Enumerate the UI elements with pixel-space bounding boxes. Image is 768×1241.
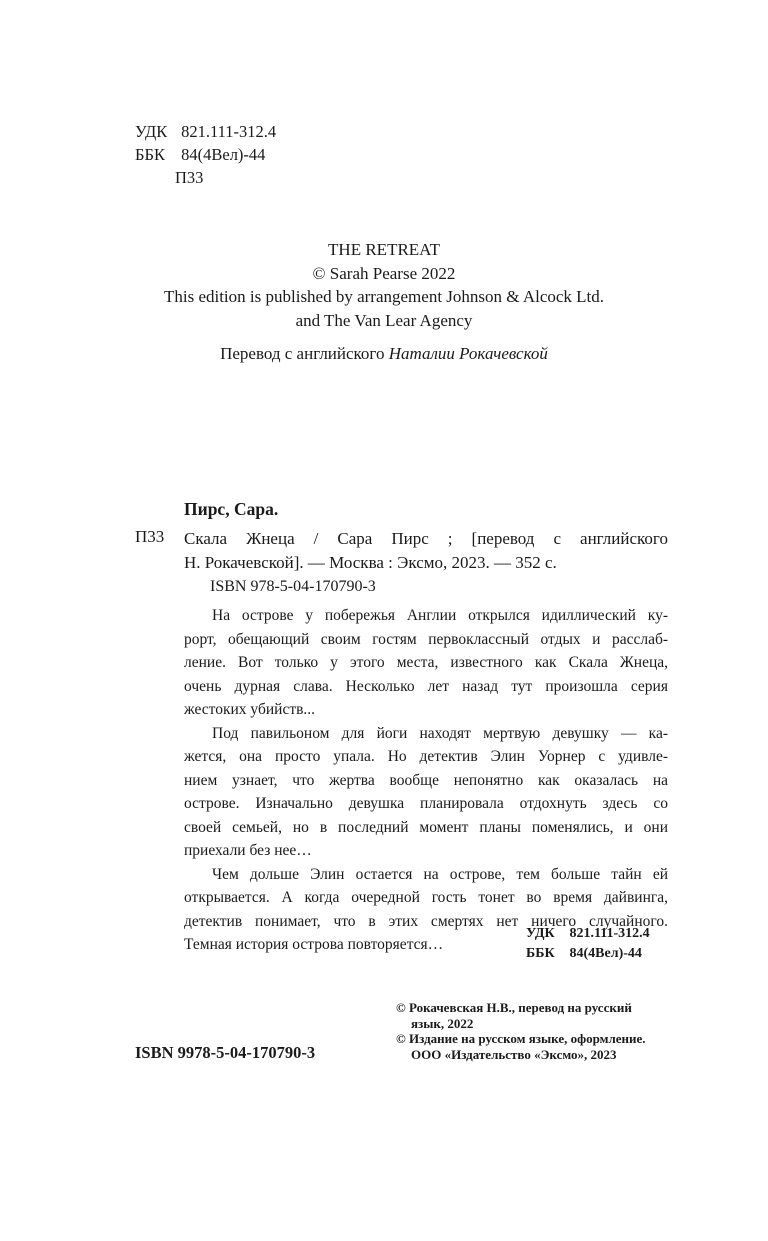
annotation-line: открывается. А когда очередной гость тонет во время дайвинга, xyxy=(184,889,668,906)
annotation-paragraph-2 xyxy=(184,722,668,863)
annotation-line: очень дурная слава. Несколько лет назад тут произошла серия xyxy=(184,677,668,695)
bbk-label-right: ББК xyxy=(526,946,555,961)
annotation xyxy=(184,604,668,957)
annotation-line: своей семьей, но в последний момент планы поменялись, и они xyxy=(184,818,668,836)
classification-codes-right xyxy=(526,924,650,964)
edition-line-1: This edition is published by arrangement Johnson & Alcock Ltd. xyxy=(163,287,605,306)
annotation-line: рорт, обещающий своим гостям первоклассный отдых и расслаб- xyxy=(184,630,668,648)
bbk-row xyxy=(135,143,276,166)
copyright-translation-line-1: © Рокачевская Н.В., перевод на русский xyxy=(396,1000,632,1015)
bib-line-2: Н. Рокачевской]. — Москва : Эксмо, 2023. — 352 с. xyxy=(184,553,557,572)
bib-line-1 xyxy=(184,527,668,551)
annotation-line: На острове у побережья Англии открылся идиллический ку- xyxy=(212,607,668,624)
bbk-value: 84(4Вел)-44 xyxy=(181,145,266,164)
bib-word: Сара xyxy=(337,529,373,548)
author-sign: П33 xyxy=(175,168,204,187)
copyright-translation-line-2: язык, 2022 xyxy=(411,1015,474,1031)
bib-isbn: ISBN 978-5-04-170790-3 xyxy=(210,578,376,595)
bbk-value-right: 84(4Вел)-44 xyxy=(569,946,642,961)
annotation-line: Под павильоном для йоги находят мертвую девушку — ка- xyxy=(212,724,668,742)
bib-author: Пирс, Сара. xyxy=(184,499,279,519)
annotation-line: жется, она просто упала. Но детектив Элин Уорнер с удивле- xyxy=(184,748,668,765)
annotation-line: Темная история острова повторяется… xyxy=(184,936,444,953)
annotation-line: Чем дольше Элин остается на острове, тем больше тайн ей xyxy=(212,865,668,883)
annotation-paragraph-1 xyxy=(184,604,668,722)
bib-word: английского xyxy=(580,529,668,548)
original-copyright: © Sarah Pearse 2022 xyxy=(312,263,456,283)
bbk-row-right xyxy=(526,944,650,964)
isbn-bottom: ISBN 9978-5-04-170790-3 xyxy=(135,1043,316,1062)
copyright-edition-line-2: ООО «Издательство «Эксмо», 2023 xyxy=(411,1046,617,1062)
udk-label-right: УДК xyxy=(526,926,555,941)
classification-codes xyxy=(135,120,276,189)
original-edition-info xyxy=(0,238,768,332)
bib-word: ; xyxy=(447,529,453,548)
bib-word: [перевод xyxy=(471,529,535,548)
udk-value-right: 821.111-312.4 xyxy=(569,926,650,941)
copyright-notices xyxy=(396,1000,676,1062)
annotation-line: ление. Вот только у этого места, известного как Скала Жнеца, xyxy=(184,654,668,671)
original-title: THE RETREAT xyxy=(328,240,440,259)
udk-label: УДК xyxy=(135,122,168,141)
edition-line-2: and The Van Lear Agency xyxy=(295,310,473,330)
udk-value: 821.111-312.4 xyxy=(181,122,277,141)
copyright-edition-line-1: © Издание на русском языке, оформление. xyxy=(396,1031,646,1046)
bbk-label: ББК xyxy=(135,145,165,164)
bib-word: / xyxy=(313,529,319,548)
translator-name: Наталии Рокачевской xyxy=(388,344,548,363)
bib-word: Жнеца xyxy=(246,529,295,548)
udk-row-right xyxy=(526,924,650,944)
bib-word: Пирс xyxy=(391,529,429,548)
translation-prefix: Перевод с английского xyxy=(220,344,385,363)
bib-word: Скала xyxy=(184,529,228,548)
annotation-line: жестоких убийств... xyxy=(184,701,316,718)
annotation-line: приехали без нее… xyxy=(184,842,312,859)
udk-row xyxy=(135,120,276,143)
annotation-line: острове. Изначально девушка планировала отдохнуть здесь со xyxy=(184,795,668,812)
annotation-line: детектив понимает, что в этих смертях нет ничего случайного. xyxy=(184,912,668,930)
bib-word: с xyxy=(553,529,562,548)
translation-credit xyxy=(0,344,768,364)
annotation-line: нием узнает, что жертва вообще непонятно как оказалась на xyxy=(184,771,668,789)
bib-sign: П33 xyxy=(135,527,165,546)
bib-description xyxy=(184,527,668,575)
